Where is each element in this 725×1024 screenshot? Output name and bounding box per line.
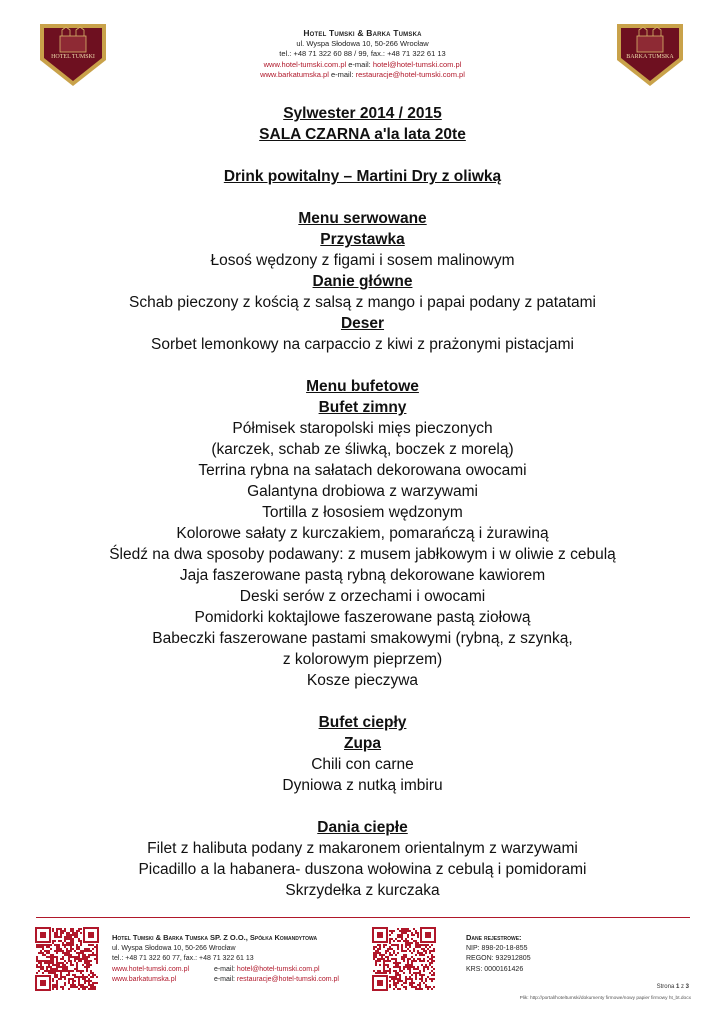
email-label: e-mail: <box>330 70 354 79</box>
hotel-address: ul. Wyspa Słodowa 10, 50-266 Wrocław <box>296 38 429 48</box>
letterhead <box>0 28 725 81</box>
registration-title: Dane rejestrowe: <box>466 933 522 942</box>
menu-item: Schab pieczony z kością z salsą z mango i papai podany z patatami <box>129 294 596 311</box>
email-link-hotel[interactable]: hotel@hotel-tumski.com.pl <box>372 59 462 69</box>
menu-item: Śledź na dwa sposoby podawany: z musem jabłkowym i w oliwie z cebulą <box>109 546 616 563</box>
subheading-dessert: Deser <box>340 315 385 332</box>
email-label: e-mail: <box>213 965 235 973</box>
footer-website-hotel[interactable]: www.hotel-tumski.com.pl <box>112 965 190 973</box>
menu-item: Kosze pieczywa <box>306 672 419 689</box>
menu-item: Deski serów z orzechami i owocami <box>239 588 486 605</box>
menu-item: Skrzydełka z kurczaka <box>285 882 440 899</box>
regon-number: REGON: 932912805 <box>466 955 531 962</box>
menu-content <box>0 103 725 901</box>
svg-text:HOTEL TUMSKI: HOTEL TUMSKI <box>51 54 95 60</box>
footer-website-barka[interactable]: www.barkatumska.pl <box>112 976 177 983</box>
svg-text:BARKA TUMSKA: BARKA TUMSKA <box>626 54 674 60</box>
krs-number: KRS: 0000161426 <box>466 965 524 973</box>
email-label: e-mail: <box>348 59 371 69</box>
menu-item: Sorbet lemonkowy na carpaccio z kiwi z prażonymi pistacjami <box>151 336 574 353</box>
nip-number: NIP: 898-20-18-855 <box>466 944 528 952</box>
website-link-barka[interactable]: www.barkatumska.pl <box>260 70 329 79</box>
menu-item: Chili con carne <box>311 756 414 773</box>
subheading-cold-buffet: Bufet zimny <box>318 399 407 416</box>
menu-item: Pomidorki koktajlowe faszerowane pastą ziołową <box>194 609 531 626</box>
email-label: e-mail: <box>213 976 235 983</box>
menu-item: Filet z halibuta podany z makaronem orientalnym z warzywami <box>147 840 578 857</box>
menu-item: Półmisek staropolski mięs pieczonych <box>232 420 493 437</box>
footer-address: ul. Wyspa Słodowa 10, 50-266 Wrocław <box>112 944 236 952</box>
footer-divider <box>36 917 690 918</box>
menu-item: Terrina rybna na sałatach dekorowana owocami <box>198 462 527 479</box>
qr-code-icon <box>371 926 437 992</box>
menu-item: Łosoś wędzony z figami i sosem malinowym <box>210 252 515 269</box>
subheading-main-course: Danie główne <box>312 273 413 290</box>
subheading-soup: Zupa <box>343 735 382 752</box>
footer-company-name: Hotel Tumski & Barka Tumska SP. Z O.O., Spółka Komandytowa <box>112 933 318 942</box>
page-number: Strona 1 z 3 <box>656 984 689 990</box>
welcome-drink: Drink powitalny – Martini Dry z oliwką <box>223 168 502 185</box>
subheading-hot-dishes: Dania ciepłe <box>317 819 408 836</box>
menu-item: z kolorowym pieprzem) <box>282 651 443 668</box>
footer-email-restaurant[interactable]: restauracje@hotel-tumski.com.pl <box>236 976 339 983</box>
menu-item: Tortilla z łososiem wędzonym <box>262 504 463 521</box>
menu-item: Dyniowa z nutką imbiru <box>282 777 443 794</box>
menu-title: Sylwester 2014 / 2015 <box>283 105 442 122</box>
menu-item: Jaja faszerowane pastą rybną dekorowane kawiorem <box>179 567 546 584</box>
file-path: Plik: http://portal/hoteltumski/dokumenty firmowe/nowy papier firmowy ht_bt.docx <box>519 996 691 1001</box>
subheading-warm-buffet: Bufet ciepły <box>318 714 407 731</box>
email-link-restaurant[interactable]: restauracje@hotel-tumski.com.pl <box>355 70 465 79</box>
footer-registration <box>466 933 531 975</box>
menu-subtitle: SALA CZARNA a'la lata 20te <box>259 126 466 143</box>
menu-item: Galantyna drobiowa z warzywami <box>247 483 478 500</box>
subheading-starter: Przystawka <box>320 231 405 248</box>
menu-item: Picadillo a la habanera- duszona wołowina z cebulą i pomidorami <box>138 861 587 878</box>
qr-code-icon <box>34 926 100 992</box>
section-heading-buffet: Menu bufetowe <box>306 378 419 395</box>
menu-item: Kolorowe sałaty z kurczakiem, pomarańczą i żurawiną <box>176 525 549 542</box>
website-link-hotel[interactable]: www.hotel-tumski.com.pl <box>263 59 347 69</box>
footer-phone: tel.: +48 71 322 60 77, fax.: +48 71 322 61 13 <box>112 955 254 962</box>
menu-item: (karczek, schab ze śliwką, boczek z morelą) <box>211 441 514 458</box>
section-heading-served: Menu serwowane <box>298 210 427 227</box>
hotel-phone: tel.: +48 71 322 60 88 / 99, fax.: +48 71 322 61 13 <box>279 49 446 58</box>
menu-item: Babeczki faszerowane pastami smakowymi (rybną, z szynką, <box>152 630 573 647</box>
footer-company-info <box>112 933 339 986</box>
footer-email-hotel[interactable]: hotel@hotel-tumski.com.pl <box>236 965 320 973</box>
hotel-name: Hotel Tumski & Barka Tumska <box>303 28 422 38</box>
